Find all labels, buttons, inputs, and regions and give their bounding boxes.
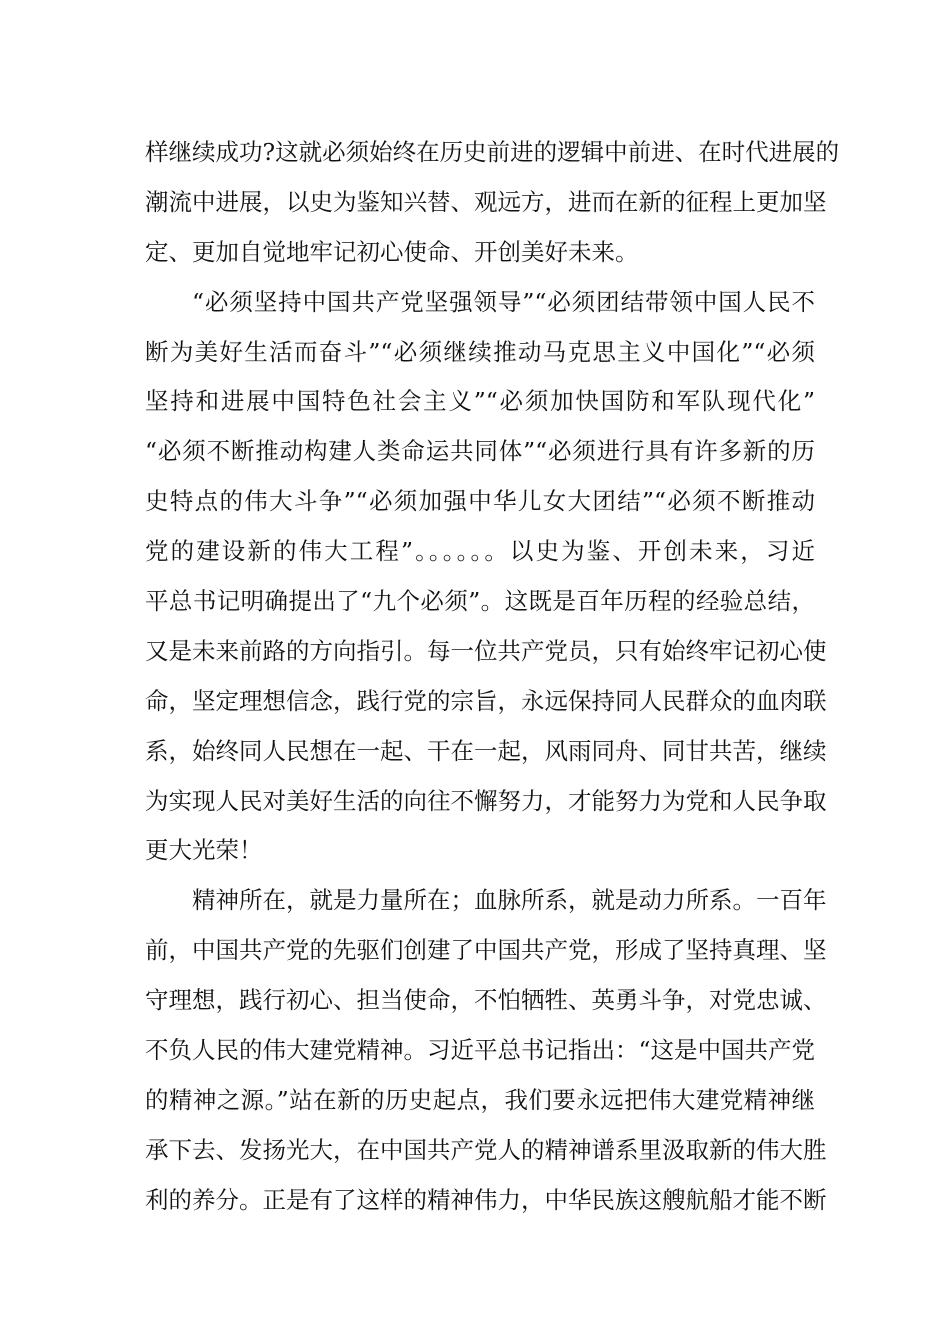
text-line: 利的养分。正是有了这样的精神伟力，中华民族这艘航船才能不断: [145, 1185, 827, 1214]
text-line: 定、更加自觉地牢记初心使命、开创美好未来。: [145, 237, 639, 266]
text-line: 的精神之源。”站在新的历史起点，我们要永远把伟大建党精神继: [145, 1085, 815, 1114]
text-line: 样继续成功?这就必须始终在历史前进的逻辑中前进、在时代进展的: [145, 138, 840, 166]
text-line: 断为美好生活而奋斗”“必须继续推动马克思主义中国化”“必须: [145, 337, 815, 366]
text-line: 守理想，践行初心、担当使命，不怕牺牲、英勇斗争，对党忠诚、: [145, 986, 827, 1015]
text-line: 潮流中进展，以史为鉴知兴替、观远方，进而在新的征程上更加坚: [145, 187, 827, 216]
text-line: 前，中国共产党的先驱们创建了中国共产党，形成了坚持真理、坚: [145, 936, 827, 965]
text-line: 坚持和进展中国特色社会主义”“必须加快国防和军队现代化”: [145, 387, 815, 416]
text-line: 不负人民的伟大建党精神。习近平总书记指出：“这是中国共产党: [145, 1036, 816, 1065]
text-line: “必须不断推动构建人类命运共同体”“必须进行具有许多新的历: [145, 437, 815, 466]
text-line: 平总书记明确提出了“九个必须”。这既是百年历程的经验总结，: [145, 587, 815, 616]
text-line: 承下去、发扬光大，在中国共产党人的精神谱系里汲取新的伟大胜: [145, 1135, 827, 1164]
text-line: 更大光荣！: [145, 836, 263, 865]
paragraph-first-line: “必须坚持中国共产党坚强领导”“必须团结带领中国人民不: [192, 287, 815, 316]
paragraph-first-line: 精神所在，就是力量所在；血脉所系，就是动力所系。一百年: [192, 886, 827, 915]
text-line: 又是未来前路的方向指引。每一位共产党员，只有始终牢记初心使: [145, 636, 827, 665]
text-line: 为实现人民对美好生活的向往不懈努力，才能努力为党和人民争取: [145, 786, 827, 815]
text-line: 命，坚定理想信念，践行党的宗旨，永远保持同人民群众的血肉联: [145, 686, 827, 715]
text-line: 史特点的伟大斗争”“必须加强中华儿女大团结”“必须不断推动: [145, 487, 815, 516]
text-line: 党的建设新的伟大工程”。。。。。。以史为鉴、开创未来，习近: [145, 537, 815, 566]
body-text: [145, 128, 840, 1226]
text-line: 系，始终同人民想在一起、干在一起，风雨同舟、同甘共苦，继续: [145, 736, 827, 765]
